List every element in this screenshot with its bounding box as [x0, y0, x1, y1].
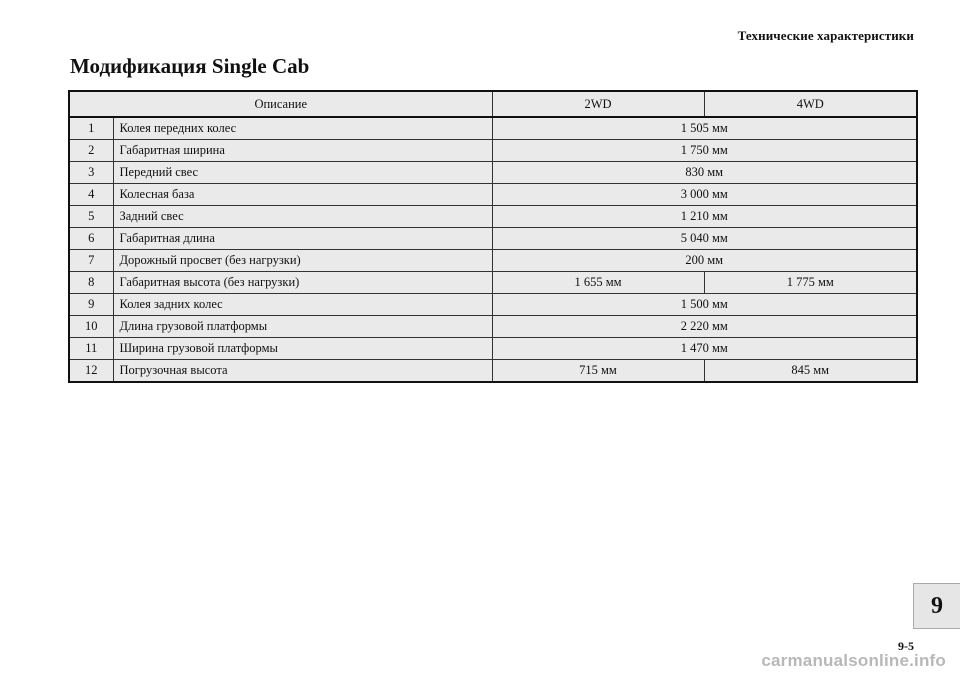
specifications-table: [68, 90, 918, 383]
chapter-tab: 9: [913, 583, 960, 629]
row-value: 200 мм: [492, 250, 917, 272]
row-description: Передний свес: [113, 162, 492, 184]
row-number: 8: [69, 272, 113, 294]
row-value: 1 210 мм: [492, 206, 917, 228]
row-description: Габаритная длина: [113, 228, 492, 250]
row-description: Габаритная высота (без нагрузки): [113, 272, 492, 294]
row-number: 1: [69, 117, 113, 140]
row-description: Колея передних колес: [113, 117, 492, 140]
header-2wd: 2WD: [492, 91, 704, 117]
row-value: 2 220 мм: [492, 316, 917, 338]
row-description: Колея задних колес: [113, 294, 492, 316]
row-number: 3: [69, 162, 113, 184]
page-number: 9-5: [898, 639, 914, 653]
table-row: [69, 228, 917, 250]
header-description: Описание: [69, 91, 492, 117]
row-description: Длина грузовой платформы: [113, 316, 492, 338]
header-4wd: 4WD: [704, 91, 917, 117]
row-value: 1 470 мм: [492, 338, 917, 360]
table-row: [69, 360, 917, 383]
row-description: Погрузочная высота: [113, 360, 492, 383]
table-row: [69, 338, 917, 360]
row-number: 12: [69, 360, 113, 383]
row-value: 5 040 мм: [492, 228, 917, 250]
page-title: Модификация Single Cab: [70, 54, 310, 78]
row-description: Колесная база: [113, 184, 492, 206]
row-value: 1 505 мм: [492, 117, 917, 140]
table-header-row: [69, 91, 917, 117]
row-description: Габаритная ширина: [113, 140, 492, 162]
table-row: [69, 117, 917, 140]
row-description: Задний свес: [113, 206, 492, 228]
row-number: 10: [69, 316, 113, 338]
row-value-4wd: 845 мм: [704, 360, 917, 383]
row-number: 5: [69, 206, 113, 228]
watermark: carmanualsonline.info: [761, 651, 946, 670]
table-row: [69, 272, 917, 294]
table-row: [69, 206, 917, 228]
table-row: [69, 294, 917, 316]
row-description: Дорожный просвет (без нагрузки): [113, 250, 492, 272]
row-value-2wd: 1 655 мм: [492, 272, 704, 294]
row-value: 830 мм: [492, 162, 917, 184]
row-value: 3 000 мм: [492, 184, 917, 206]
table-row: [69, 184, 917, 206]
table-row: [69, 162, 917, 184]
table-row: [69, 250, 917, 272]
table-row: [69, 140, 917, 162]
row-value: 1 750 мм: [492, 140, 917, 162]
row-number: 9: [69, 294, 113, 316]
row-value-2wd: 715 мм: [492, 360, 704, 383]
table-row: [69, 316, 917, 338]
row-value-4wd: 1 775 мм: [704, 272, 917, 294]
row-number: 7: [69, 250, 113, 272]
row-value: 1 500 мм: [492, 294, 917, 316]
row-number: 4: [69, 184, 113, 206]
row-description: Ширина грузовой платформы: [113, 338, 492, 360]
row-number: 2: [69, 140, 113, 162]
row-number: 11: [69, 338, 113, 360]
row-number: 6: [69, 228, 113, 250]
section-header: Технические характеристики: [737, 28, 914, 43]
